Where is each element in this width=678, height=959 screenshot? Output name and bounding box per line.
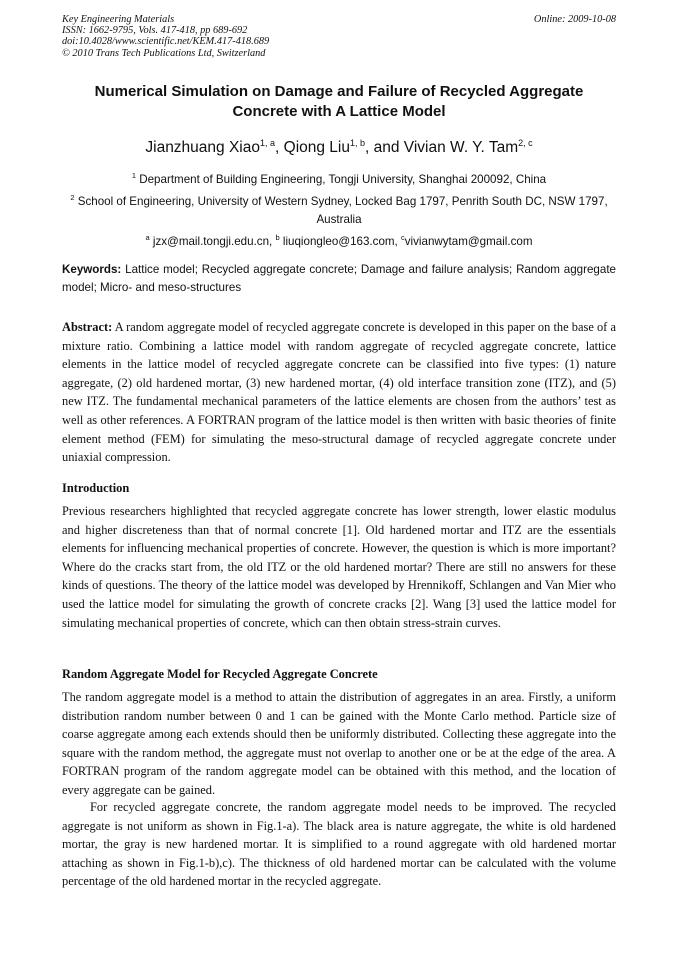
email-b: liuqiongleo@163.com, <box>279 234 401 248</box>
doi-line: doi:10.4028/www.scientific.net/KEM.417-418.689 <box>62 36 270 48</box>
email-c: vivianwytam@gmail.com <box>404 234 533 248</box>
title-line-2: Concrete with A Lattice Model <box>232 103 446 120</box>
email-c-mark: c <box>401 232 405 242</box>
introduction-heading: Introduction <box>62 481 130 495</box>
keywords-text: Lattice model; Recycled aggregate concrete; Damage and failure analysis; Random aggregate model; Micro- and meso-structures <box>62 263 616 294</box>
title-line-1: Numerical Simulation on Damage and Failure of Recycled Aggregate <box>94 83 584 100</box>
author-list <box>62 138 616 157</box>
email-b-mark: b <box>275 232 280 242</box>
paper-title <box>62 82 616 122</box>
affiliation-1 <box>56 167 622 189</box>
email-a: jzx@mail.tongji.edu.cn, <box>149 234 276 248</box>
keywords-block <box>62 261 616 297</box>
author-separator-2: , and <box>365 139 404 157</box>
author-2-affil: 1, b <box>350 138 366 148</box>
affiliation-1-mark: 1 <box>131 171 137 180</box>
abstract-text: A random aggregate model of recycled aggregate concrete is developed in this paper on the base of a mixture ratio. Combining a lattice model with random aggregate of recycled aggregate concrete, lattice elements in the lattice model of recycled aggregate concrete can be classified into five types: (1) nature aggregate, (2) old hardened mortar, (3) new hardened mortar, (4) old interface transition zone (ITZ), and (5) new ITZ. The fundamental mechanical parameters of the lattice elements are chosen from the authors’ test as well as other references. A FORTRAN program of the lattice model is then written with basic theories of finite element method (FEM) for simulating the meso-structural damage of recycled aggregate concrete under uniaxial compression. <box>62 320 616 465</box>
author-2: Qiong Liu <box>283 139 350 157</box>
email-line <box>56 229 622 251</box>
affiliations <box>56 167 622 251</box>
online-date: Online: 2009-10-08 <box>533 14 616 25</box>
random-model-heading: Random Aggregate Model for Recycled Aggregate Concrete <box>62 667 378 681</box>
issn-line: ISSN: 1662-9795, Vols. 417-418, pp 689-692 <box>62 25 248 37</box>
author-1-affil: 1, a <box>260 138 276 148</box>
affiliation-2-mark: 2 <box>70 192 75 202</box>
introduction-paragraph: Previous researchers highlighted that recycled aggregate concrete has lower strength, lower elastic modulus and higher discreteness than that of normal concrete [1]. Old hardened mortar and ITZ are the essentials elements for influencing mechanical properties of concrete. However, the question is which is more important? Where do the cracks start from, the old ITZ or the old hardened mortar? There are still no answers for these kinds of questions. The theory of the lattice model was developed by Hrennikoff, Schlangen and Van Mier who used the lattice model for simulating the growth of concrete cracks [2]. Wang [3] used the lattice model for simulating mechanical properties of concrete, which can then obtain stress-strain curves. <box>62 504 616 630</box>
affiliation-2-text: School of Engineering, University of Western Sydney, Locked Bag 1797, Penrith South DC, NSW 1797, Australia <box>74 194 608 226</box>
copyright-line: © 2010 Trans Tech Publications Ltd, Switzerland <box>62 47 266 59</box>
affiliation-1-text: Department of Building Engineering, Tongji University, Shanghai 200092, China <box>136 172 547 186</box>
author-3-affil: 2, c <box>518 138 533 148</box>
author-1: Jianzhuang Xiao <box>145 139 260 157</box>
journal-name: Key Engineering Materials <box>62 14 175 25</box>
random-model-paragraph-1: The random aggregate model is a method to attain the distribution of aggregates in an area. Firstly, a uniform distribution random number between 0 and 1 can be gained with the Monte Carlo method. Particle size of coarse aggregate among each extends should then be uniformly distributed. Collecting these aggregate into the square with the random method, the aggregate must not overlap to another one or be at the edge of the area. A FORTRAN program of the random aggregate model can be obtained with this method, and the location of every aggregate can be gained. <box>62 690 616 797</box>
keywords-label: Keywords: <box>62 263 122 276</box>
email-a-mark: a <box>145 232 150 242</box>
author-separator-1: , <box>275 139 284 157</box>
abstract-paragraph <box>62 318 616 467</box>
affiliation-2 <box>56 189 622 229</box>
author-3: Vivian W. Y. Tam <box>403 139 519 157</box>
journal-meta <box>62 14 269 59</box>
random-model-paragraph-2: For recycled aggregate concrete, the random aggregate model needs to be improved. The recycled aggregate is not uniform as shown in Fig.1-a). The black area is nature aggregate, the white is old hardened mortar, the gray is new hardened mortar. It is simplified to a round aggregate with old hardened mortar attaching as shown in Fig.1-b),c). The thickness of old hardened mortar can be calculated with the volume percentage of the old hardened mortar in the recycled aggregate. <box>62 800 616 889</box>
abstract-label: Abstract: <box>62 320 113 334</box>
